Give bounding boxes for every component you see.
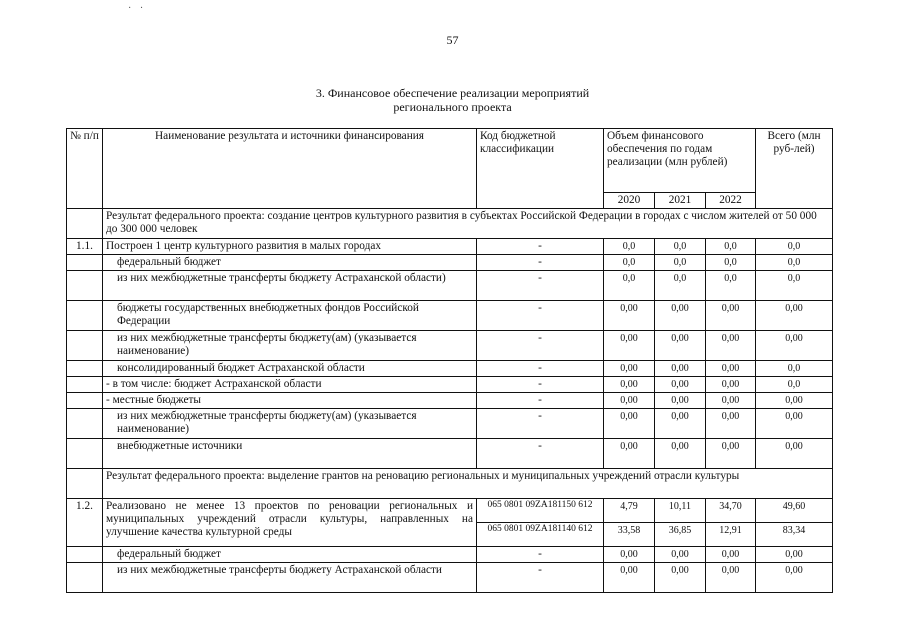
table-row [67,331,833,361]
table-row [67,255,833,271]
table-row [67,377,833,393]
value-2022: 0,0 [706,239,756,255]
value-total: 0,0 [756,239,833,255]
row-name: из них межбюджетные трансферты бюджету Астраханской области) [103,271,477,301]
financing-table [66,128,833,593]
header-year: 2022 [706,193,756,209]
value-2022: 12,91 [706,523,756,547]
value-total: 0,00 [756,563,833,593]
row-name: - в том числе: бюджет Астраханской области [103,377,477,393]
result-text: Результат федерального проекта: выделение грантов на реновацию региональных и муниципальных учреждений отрасли культуры [103,469,833,499]
result-row [67,469,833,499]
table-row [67,239,833,255]
value-total: 83,34 [756,523,833,547]
value-2021: 0,00 [655,361,706,377]
value-2020: 0,00 [604,439,655,469]
row-name: федеральный бюджет [103,255,477,271]
value-2021: 36,85 [655,523,706,547]
row-num [67,439,103,469]
row-name: из них межбюджетные трансферты бюджету(ам) (указывается наименование) [103,331,477,361]
row-name: Построен 1 центр культурного развития в малых городах [103,239,477,255]
value-2020: 0,00 [604,361,655,377]
row-name: бюджеты государственных внебюджетных фондов Российской Федерации [103,301,477,331]
table-row [67,439,833,469]
row-num [67,563,103,593]
value-2021: 0,00 [655,547,706,563]
value-total: 0,00 [756,439,833,469]
value-total: 0,0 [756,377,833,393]
value-2022: 0,00 [706,361,756,377]
row-code: - [477,393,604,409]
table-row [67,547,833,563]
row-num [67,393,103,409]
value-2021: 0,0 [655,255,706,271]
row-code: - [477,255,604,271]
result-num-cell [67,469,103,499]
value-2020: 0,0 [604,271,655,301]
table-row [67,563,833,593]
value-2021: 0,00 [655,377,706,393]
result-row [67,209,833,239]
row-code: - [477,547,604,563]
value-2021: 10,11 [655,499,706,523]
value-2022: 0,00 [706,301,756,331]
value-2021: 0,00 [655,409,706,439]
value-total: 0,00 [756,409,833,439]
header-code: Код бюджетной классификации [477,129,604,209]
value-2021: 0,00 [655,393,706,409]
row-name: Реализовано не менее 13 проектов по реновации региональных и муниципальных учреждений отрасли культуры, направленных на улучшение качества культурной среды [103,499,477,547]
row-num [67,361,103,377]
page-number: 57 [446,33,459,47]
table-row [67,499,833,523]
value-2021: 0,0 [655,271,706,301]
value-2022: 0,00 [706,409,756,439]
header-volume: Объем финансового обеспечения по годам реализации (млн рублей) [604,129,756,193]
row-code: - [477,239,604,255]
row-num [67,547,103,563]
row-code: - [477,271,604,301]
table-row [67,361,833,377]
budget-code: 065 0801 09ZA181150 612 [477,499,604,523]
value-2020: 0,00 [604,377,655,393]
value-2020: 0,0 [604,239,655,255]
value-total: 0,00 [756,393,833,409]
value-2020: 0,00 [604,409,655,439]
table-row [67,393,833,409]
title-line-1: 3. Финансовое обеспечение реализации мероприятий [315,86,590,100]
value-2022: 0,00 [706,439,756,469]
row-num [67,255,103,271]
value-total: 0,0 [756,255,833,271]
row-num [67,331,103,361]
row-num [67,271,103,301]
row-num: 1.2. [67,499,103,547]
budget-code: 065 0801 09ZA181140 612 [477,523,604,547]
table-row [67,409,833,439]
header-year: 2021 [655,193,706,209]
row-num: 1.1. [67,239,103,255]
row-name: консолидированный бюджет Астраханской области [103,361,477,377]
value-2021: 0,00 [655,301,706,331]
table-row [67,301,833,331]
value-2022: 0,00 [706,563,756,593]
value-total: 0,0 [756,271,833,301]
value-2020: 4,79 [604,499,655,523]
value-2020: 0,00 [604,393,655,409]
value-2020: 0,00 [604,331,655,361]
value-2022: 0,0 [706,271,756,301]
row-name: - местные бюджеты [103,393,477,409]
row-num [67,377,103,393]
row-num [67,301,103,331]
value-2021: 0,0 [655,239,706,255]
value-2020: 0,00 [604,547,655,563]
value-2022: 0,00 [706,377,756,393]
value-total: 49,60 [756,499,833,523]
value-total: 0,00 [756,547,833,563]
value-2020: 0,0 [604,255,655,271]
value-2022: 0,00 [706,393,756,409]
table-row [67,271,833,301]
row-num [67,409,103,439]
row-code: - [477,331,604,361]
row-code: - [477,563,604,593]
result-text: Результат федерального проекта: создание центров культурного развития в субъектах Российской Федерации в городах с числом жителей от 50 000 до 300 000 человек [103,209,833,239]
row-code: - [477,377,604,393]
value-2022: 34,70 [706,499,756,523]
value-2022: 0,00 [706,547,756,563]
row-name: из них межбюджетные трансферты бюджету Астраханской области [103,563,477,593]
header-total: Всего (млн руб-лей) [756,129,833,209]
value-2021: 0,00 [655,439,706,469]
header-name: Наименование результата и источники финансирования [103,129,477,209]
row-code: - [477,361,604,377]
header-year: 2020 [604,193,655,209]
header-row [67,129,833,193]
value-2020: 0,00 [604,301,655,331]
title-line-2: регионального проекта [393,100,512,114]
value-2020: 33,58 [604,523,655,547]
result-num-cell [67,209,103,239]
header-num: № п/п [67,129,103,209]
row-code: - [477,439,604,469]
section-title [0,86,905,114]
row-code: - [477,409,604,439]
row-name: федеральный бюджет [103,547,477,563]
value-total: 0,0 [756,361,833,377]
value-2022: 0,00 [706,331,756,361]
value-total: 0,00 [756,331,833,361]
row-name: из них межбюджетные трансферты бюджету(ам) (указывается наименование) [103,409,477,439]
value-2020: 0,00 [604,563,655,593]
row-name: внебюджетные источники [103,439,477,469]
value-2022: 0,0 [706,255,756,271]
row-code: - [477,301,604,331]
scan-specks: · · [128,3,147,14]
value-2021: 0,00 [655,563,706,593]
value-total: 0,00 [756,301,833,331]
value-2021: 0,00 [655,331,706,361]
